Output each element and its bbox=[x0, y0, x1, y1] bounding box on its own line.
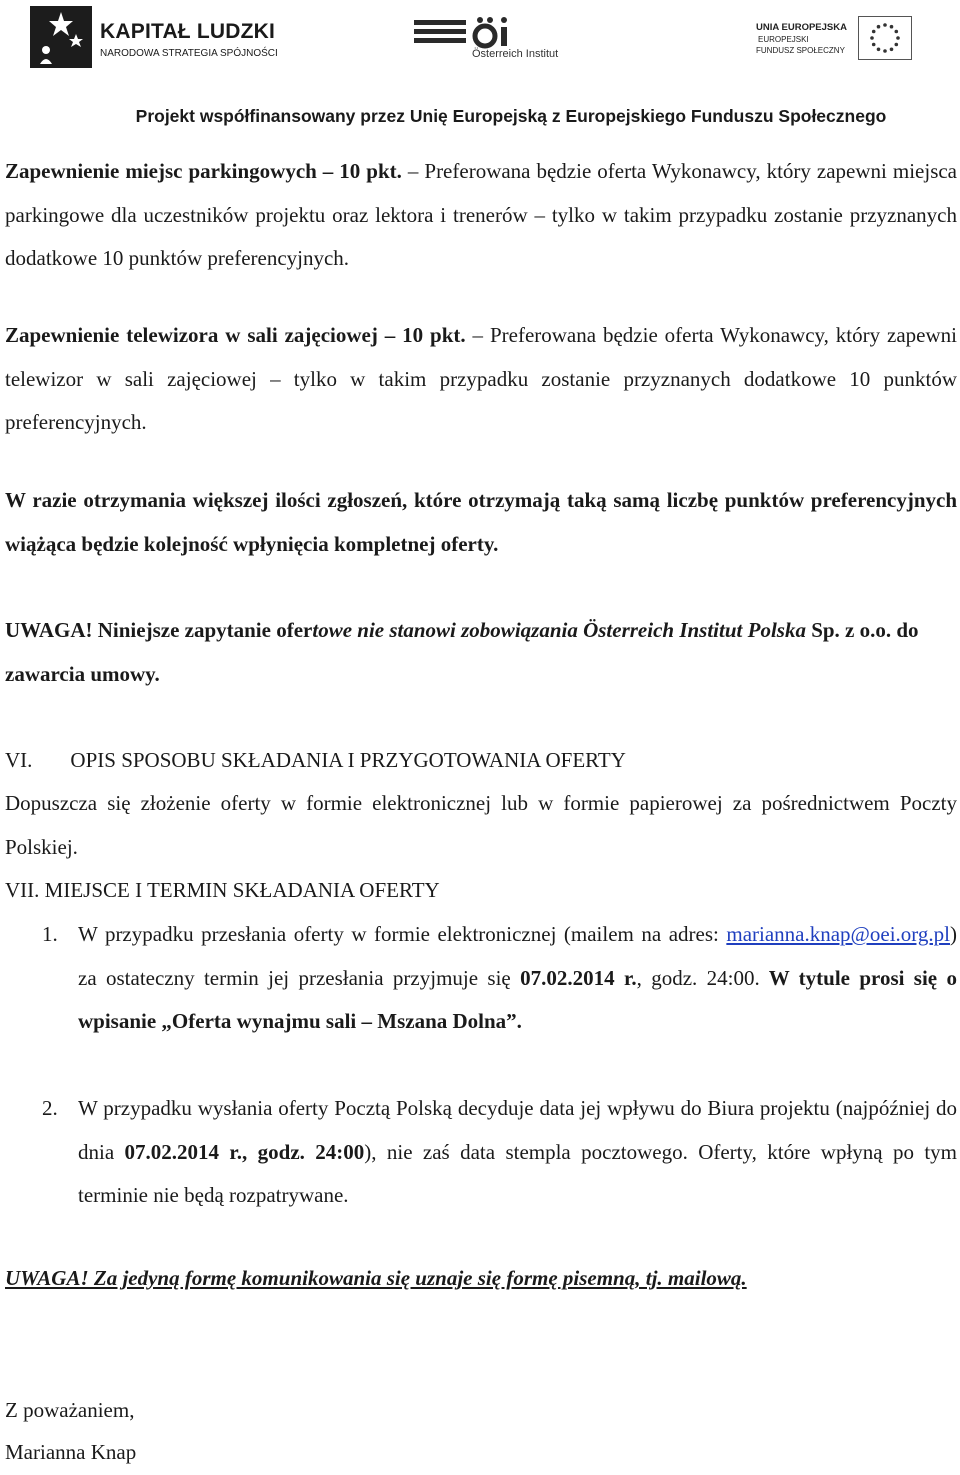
osterreich-institut-logo bbox=[414, 16, 584, 64]
kapital-ludzki-subtitle: NARODOWA STRATEGIA SPÓJNOŚCI bbox=[100, 48, 278, 59]
parking-heading: Zapewnienie miejsc parkingowych – 10 pkt. bbox=[5, 159, 402, 183]
email-link[interactable]: marianna.knap@oei.org.pl bbox=[726, 922, 950, 946]
kapital-ludzki-title: KAPITAŁ LUDZKI bbox=[100, 20, 276, 43]
item2-number: 2. bbox=[42, 1096, 58, 1120]
item1-title-instruction: W tytule prosi się o wpisanie „Oferta wynajmu sali – Mszana Dolna”. bbox=[78, 965, 957, 1033]
section6-number: VI. bbox=[5, 748, 33, 772]
eu-logo-line2: EUROPEJSKI bbox=[758, 35, 809, 44]
eu-logo-line3: FUNDUSZ SPOŁECZNY bbox=[756, 46, 845, 55]
section6-text: Dopuszcza się złożenie oferty w formie elektronicznej lub w formie papierowej za pośrednictwem Poczty Polskiej. bbox=[5, 791, 957, 859]
item1-pre: W przypadku przesłania oferty w formie elektronicznej (mailem na adres: bbox=[78, 922, 727, 946]
item1-time: , godz. 24:00. bbox=[636, 965, 760, 990]
list-item bbox=[42, 913, 957, 1044]
item2-date: 07.02.2014 r., godz. 24:00 bbox=[124, 1139, 365, 1164]
communication-notice: UWAGA! Za jedyną formę komunikowania się uznaje się formę pisemną, tj. mailową. bbox=[5, 1266, 747, 1290]
section6-heading bbox=[5, 739, 957, 783]
notice-part1: UWAGA! Niniejsze zapytanie ofer bbox=[5, 618, 313, 642]
eu-logo-line1: UNIA EUROPEJSKA bbox=[756, 22, 847, 33]
parking-text: – Preferowana będzie oferta Wykonawcy, który zapewni miejsca parkingowe dla uczestników projektu oraz lektora i trenerów – tylko w takim przypadku zostanie przyznanych dodatkowe 10 punktów preferencyjnych. bbox=[5, 159, 958, 270]
oi-logo-mark-icon bbox=[414, 16, 584, 50]
tv-heading: Zapewnienie telewizora w sali zajęciowej – 10 pkt. bbox=[5, 323, 466, 347]
section7-heading: VII. MIEJSCE I TERMIN SKŁADANIA OFERTY bbox=[5, 878, 440, 902]
tv-text: – Preferowana będzie oferta Wykonawcy, który zapewni telewizor w sali zajęciowej – tylko w takim przypadku zostanie przyznanych dodatkowe 10 punktów preferencyjnych. bbox=[5, 323, 957, 434]
tv-paragraph bbox=[5, 314, 957, 445]
closing-text: Z poważaniem, bbox=[5, 1398, 135, 1422]
kapital-ludzki-emblem-icon bbox=[30, 6, 92, 68]
item2-pre: W przypadku wysłania oferty Pocztą Polską decyduje data jej wpływu do Biura projektu (najpóźniej do dnia bbox=[78, 1096, 957, 1164]
section6-title: OPIS SPOSOBU SKŁADANIA I PRZYGOTOWANIA OFERTY bbox=[70, 748, 626, 772]
item1-mid: ) za ostateczny termin jej przesłania przyjmuje się bbox=[78, 922, 957, 990]
notice-part3: Sp. z o.o. do zawarcia umowy. bbox=[5, 618, 919, 686]
item1-number: 1. bbox=[42, 922, 58, 946]
notice-part2: towe nie stanowi zobowiązania Österreich Institut Polska bbox=[312, 618, 806, 642]
item2-post: ), nie zaś data stempla pocztowego. Oferty, które wpłyną po tym terminie nie będą rozpatrywane. bbox=[78, 1139, 958, 1207]
list-item bbox=[42, 1087, 957, 1218]
parking-paragraph bbox=[5, 150, 957, 281]
notice-paragraph bbox=[5, 609, 957, 696]
page-header bbox=[0, 0, 960, 140]
oi-logo-text: Österreich Institut bbox=[472, 48, 559, 60]
eu-flag-icon bbox=[858, 16, 912, 60]
item1-date: 07.02.2014 r. bbox=[520, 965, 637, 990]
tiebreak-paragraph: W razie otrzymania większej ilości zgłoszeń, które otrzymają taką samą liczbę punktów preferencyjnych wiążąca będzie kolejność wpłynięcia kompletnej oferty. bbox=[5, 488, 957, 556]
project-cofinancing-line: Projekt współfinansowany przez Unię Europejską z Europejskiego Funduszu Społecznego bbox=[135, 106, 887, 126]
eu-logo bbox=[754, 16, 914, 60]
kapital-ludzki-logo bbox=[30, 6, 290, 72]
signature-name: Marianna Knap bbox=[5, 1440, 137, 1464]
